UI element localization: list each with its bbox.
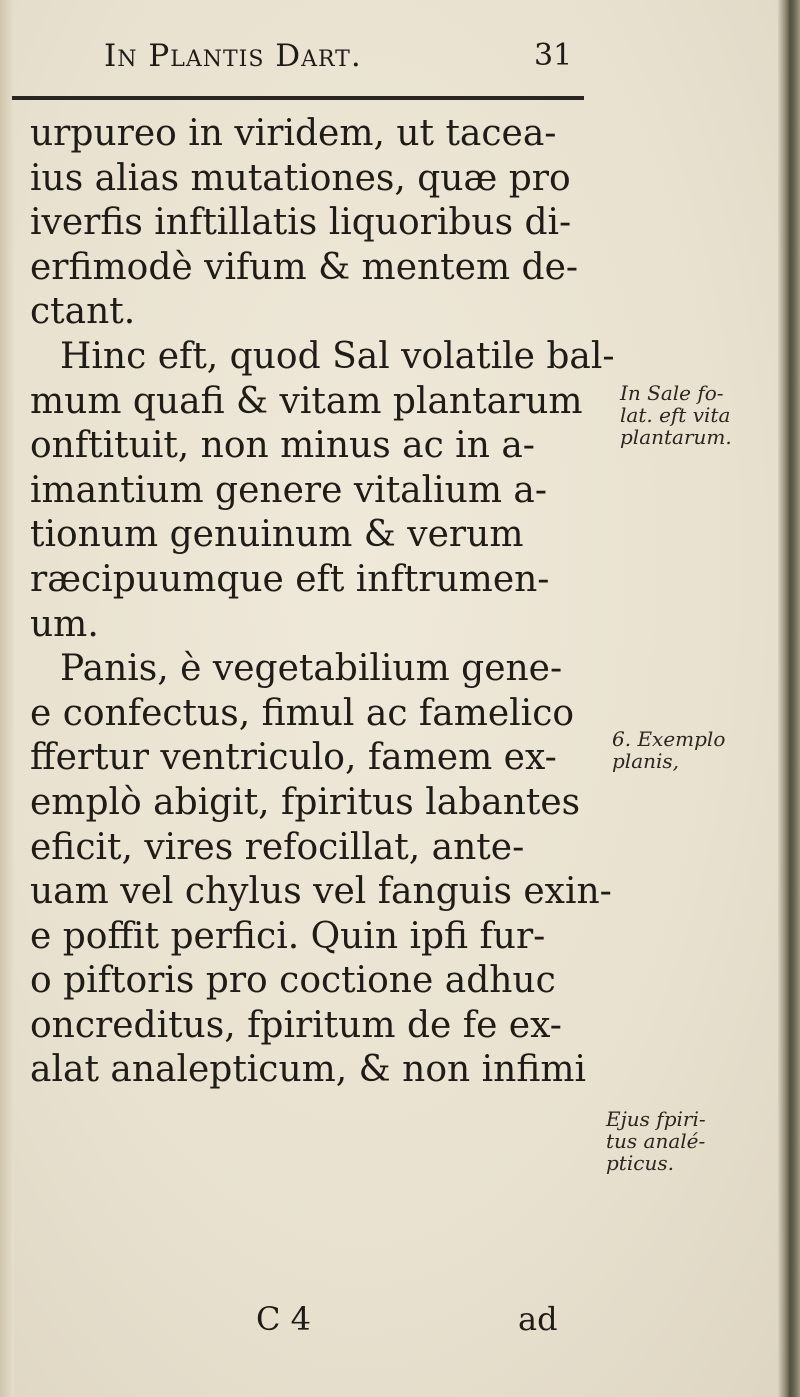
margin-note-text: In Sale fo- lat. eft vita plantarum. bbox=[620, 381, 732, 449]
text-line: imantium genere vitalium a- bbox=[30, 469, 548, 511]
text-line: tionum genuinum & verum bbox=[30, 514, 524, 556]
text-line: ctant. bbox=[30, 291, 136, 333]
header-rule bbox=[12, 96, 584, 100]
signature-mark: C 4 bbox=[256, 1300, 312, 1338]
margin-note-spiritus bbox=[606, 1108, 706, 1174]
margin-note-text: Ejus fpiri- tus analé- pticus. bbox=[606, 1107, 706, 1175]
main-text-block bbox=[30, 112, 615, 1093]
margin-note-exemplo bbox=[612, 728, 725, 772]
text-line: onftituit, non minus ac in a- bbox=[30, 425, 535, 467]
text-line: Panis, è vegetabilium gene- bbox=[60, 648, 563, 690]
text-line: um. bbox=[30, 603, 99, 645]
text-line: e poffit perfici. Quin ipfi fur- bbox=[30, 915, 546, 957]
text-line: urpureo in viridem, ut tacea- bbox=[30, 113, 557, 154]
page-number: 31 bbox=[534, 38, 573, 73]
text-line: mum quafi & vitam plantarum bbox=[30, 380, 583, 422]
text-line: ius alias mutationes, quæ pro bbox=[30, 157, 571, 199]
catchword: ad bbox=[518, 1300, 558, 1338]
running-title: In Plantis Dart. bbox=[104, 38, 362, 74]
text-line: emplò abigit, fpiritus labantes bbox=[30, 781, 581, 823]
text-line: ræcipuumque eft inftrumen- bbox=[30, 558, 550, 600]
text-line: e confectus, fimul ac famelico bbox=[30, 692, 575, 734]
text-line: o piftoris pro coctione adhuc bbox=[30, 960, 556, 1002]
text-line: eficit, vires refocillat, ante- bbox=[30, 826, 525, 868]
text-line: oncreditus, fpiritum de fe ex- bbox=[30, 1004, 562, 1046]
text-line: iverfis inftillatis liquoribus di- bbox=[30, 202, 572, 244]
text-line: Hinc eft, quod Sal volatile bal- bbox=[60, 335, 615, 377]
margin-note-sal bbox=[620, 382, 732, 448]
text-line: uam vel chylus vel fanguis exin- bbox=[30, 871, 612, 913]
gutter-shadow bbox=[0, 0, 14, 1397]
margin-note-text: 6. Exemplo planis, bbox=[612, 727, 726, 773]
running-header bbox=[104, 38, 574, 82]
text-line: erfimodè vifum & mentem de- bbox=[30, 246, 579, 288]
text-line: alat analepticum, & non infimi bbox=[30, 1049, 587, 1091]
text-line: ffertur ventriculo, famem ex- bbox=[30, 737, 557, 779]
page-edge bbox=[778, 0, 800, 1397]
